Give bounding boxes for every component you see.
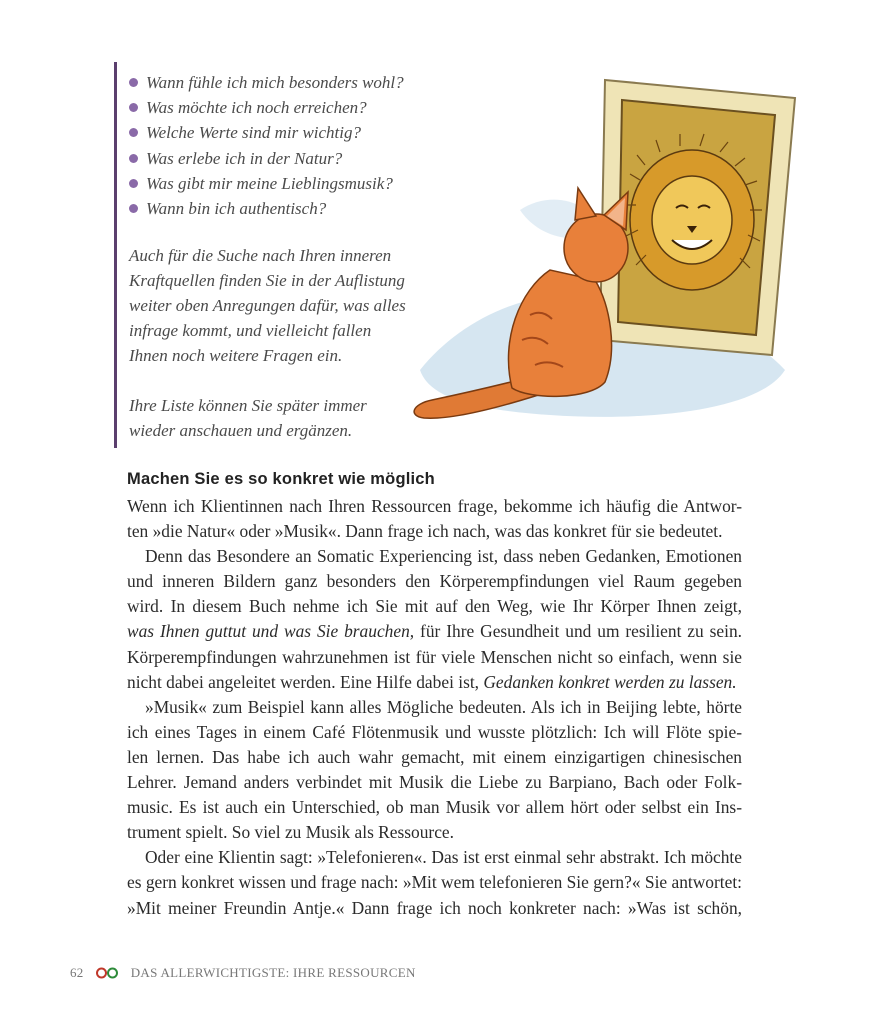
- list-item: Was möchte ich noch erreichen?: [129, 95, 404, 120]
- list-item: Welche Werte sind mir wichtig?: [129, 120, 404, 145]
- body-line: nicht dabei angeleitet werden. Eine Hilfe dabei ist, Gedanken konkret werden zu lassen.: [127, 671, 737, 692]
- body-line: Denn das Besondere an Somatic Experiencing ist, dass neben Gedanken, Emotionen: [145, 546, 742, 567]
- body-line: wird. In diesem Buch nehme ich Sie mit auf den Weg, wie Ihr Körper Ihnen zeigt,: [127, 596, 742, 617]
- list-item: Wann bin ich authentisch?: [129, 196, 404, 221]
- bullet-dot-icon: [129, 204, 138, 213]
- page-number: 62: [70, 965, 84, 980]
- body-line: music. Es ist auch ein Unterschied, ob man Musik vor allem hört oder selbst ein Ins-: [127, 797, 742, 818]
- bullet-dot-icon: [129, 179, 138, 188]
- emphasis-text: Gedanken konkret werden zu lassen.: [483, 671, 737, 692]
- body-line: und inneren Bildern ganz besonders den Körperempfindungen viel Raum gegeben: [127, 571, 742, 592]
- body-line: Körperempfindungen wahrzunehmen ist für viele Menschen nicht so einfach, wenn sie: [127, 646, 742, 667]
- body-line: es gern konkret wissen und frage nach: »Mit wem telefonieren Sie gern?« Sie antwortet:: [127, 872, 742, 893]
- body-line: Oder eine Klientin sagt: »Telefonieren«. Das ist erst einmal sehr abstrakt. Ich möchte: [145, 847, 742, 868]
- question-list: [129, 70, 404, 221]
- page-footer: [70, 965, 416, 981]
- body-line: trument spielt. So viel zu Musik als Ressource.: [127, 822, 454, 843]
- bullet-dot-icon: [129, 78, 138, 87]
- section-heading: Machen Sie es so konkret wie möglich: [127, 470, 435, 488]
- cat-lion-mirror-illustration: [400, 70, 810, 430]
- body-line: »Musik« zum Beispiel kann alles Mögliche bedeuten. Als ich in Beijing lebte, hörte: [145, 696, 742, 717]
- body-line: len lernen. Das habe ich auch wahr gemacht, mit einem einzigartigen chinesischen: [127, 746, 742, 767]
- body-line: ich eines Tages in einem Café Flötenmusik und wusste plötzlich: Ich will Flöte spie-: [127, 721, 742, 742]
- body-line: »Mit meiner Freundin Antje.« Dann frage ich noch konkreter nach: »Was ist schön,: [127, 897, 742, 918]
- sidebar-paragraph-1: Auch für die Suche nach Ihren inneren Kraftquellen finden Sie in der Auflistung weiter oben Anregungen dafür, was alles infrage kommt, und vielleicht fallen Ihnen noch weitere Fragen ein.: [129, 246, 406, 365]
- body-text: [127, 494, 742, 921]
- list-item: Was gibt mir meine Lieblingsmusik?: [129, 171, 404, 196]
- body-line: was Ihnen guttut und was Sie brauchen, für Ihre Gesundheit und um resilient zu sein.: [127, 621, 742, 642]
- bullet-dot-icon: [129, 103, 138, 112]
- bullet-dot-icon: [129, 154, 138, 163]
- list-item: Was erlebe ich in der Natur?: [129, 146, 404, 171]
- chapter-title: DAS ALLERWICHTIGSTE: IHRE RESSOURCEN: [130, 965, 416, 980]
- body-line: Wenn ich Klientinnen nach Ihren Ressourcen frage, bekomme ich häufig die Antwor-: [127, 496, 742, 516]
- sidebar-box: [114, 62, 422, 448]
- body-line: ten »die Natur« oder »Musik«. Dann frage ich nach, was das konkret für sie bedeutet.: [127, 521, 723, 542]
- emphasis-text: was Ihnen guttut und was Sie brauchen,: [127, 621, 415, 642]
- infinity-logo-icon: [95, 967, 119, 979]
- list-item: Wann fühle ich mich besonders wohl?: [129, 70, 404, 95]
- bullet-dot-icon: [129, 128, 138, 137]
- body-line: Lehrer. Jemand anders verbindet mit Musik die Liebe zu Barpiano, Bach oder Folk-: [127, 772, 742, 793]
- sidebar-paragraph-2: Ihre Liste können Sie später immer wieder anschauen und ergänzen.: [129, 396, 367, 440]
